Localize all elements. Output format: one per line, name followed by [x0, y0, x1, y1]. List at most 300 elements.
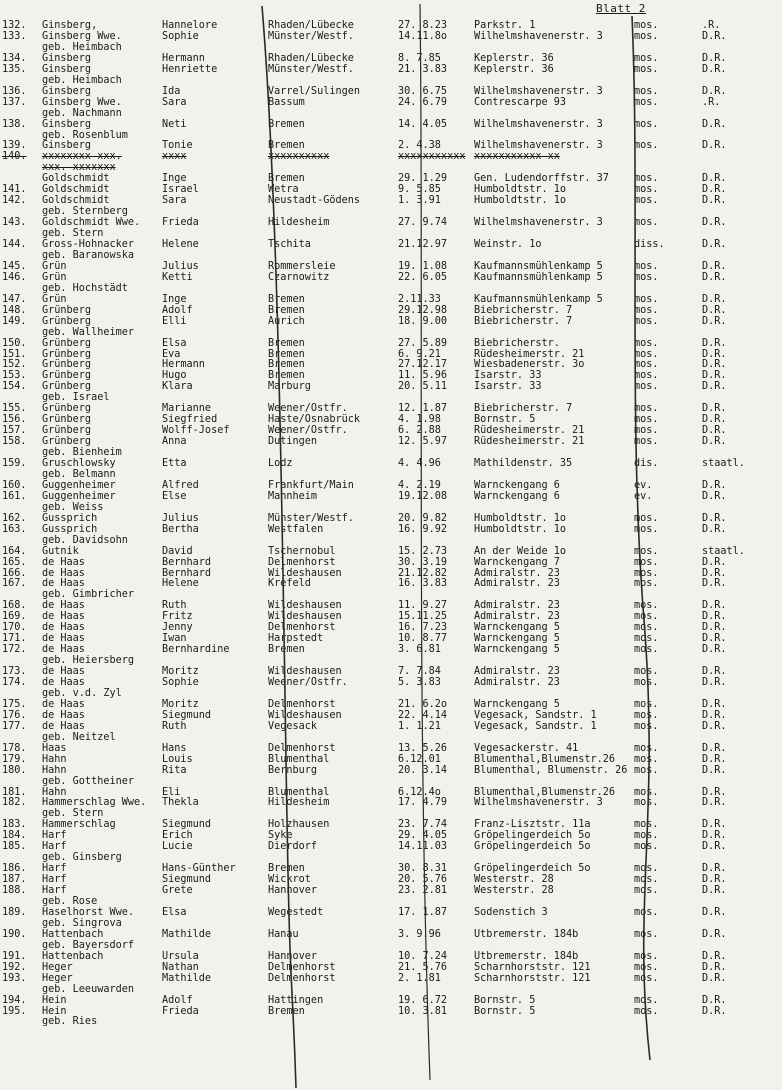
- entry-number: 143.: [2, 217, 27, 229]
- entry-firstname: Ketti: [162, 271, 193, 283]
- entry-citizenship: D.R.: [702, 797, 727, 809]
- entry-firstname: Ida: [162, 85, 181, 97]
- entry-religion: mos.: [634, 370, 659, 382]
- entry-citizenship: D.R.: [702, 753, 727, 765]
- entry-surname: Ginsberg: [42, 118, 92, 130]
- entry-birthdate: 24. 6.79: [398, 96, 448, 108]
- entry-birthplace: Bremen: [268, 863, 305, 875]
- entry-birthplace: Weener/Ostfr.: [268, 677, 348, 688]
- entry-number: 191.: [2, 950, 27, 962]
- entry-surname: Ginsberg: [42, 63, 92, 75]
- entry-birthplace: Rhaden/Lübecke: [268, 52, 354, 64]
- entry-number: 147.: [2, 293, 27, 305]
- entry-firstname: Julius: [162, 260, 199, 272]
- entry-firstname: Moritz: [162, 666, 199, 678]
- entry-surname: geb. Ginsberg: [42, 852, 122, 864]
- entry-religion: diss.: [634, 239, 665, 250]
- entry-address: Admiralstr. 23: [474, 666, 560, 678]
- entry-birthplace: Weener/Ostfr.: [268, 425, 348, 437]
- entry-religion: mos.: [634, 578, 659, 590]
- entry-birthplace: Wegestedt: [268, 906, 324, 918]
- entry-religion: mos.: [634, 742, 659, 754]
- entry-firstname: Wolff-Josef: [162, 425, 230, 437]
- entry-birthdate: 14. 4.05: [398, 118, 448, 130]
- entry-number: 176.: [2, 709, 27, 721]
- entry-birthplace: Bremen: [268, 370, 305, 382]
- entry-birthplace: Wildeshausen: [268, 567, 342, 579]
- entry-address: Gröpelingerdeich 5o: [474, 841, 591, 853]
- entry-citizenship: D.R.: [702, 239, 727, 250]
- entry-surname: Hein: [42, 994, 67, 1006]
- entry-address: Biebricherstr. 7: [474, 403, 573, 415]
- entry-birthplace: Wickrot: [268, 874, 311, 886]
- entry-surname: Hahn: [42, 786, 67, 798]
- entry-birthdate: 10. 3.81: [398, 1005, 448, 1017]
- entry-birthdate: xxxxxxxxxxx: [398, 151, 466, 163]
- sheet-label: Blatt 2: [596, 2, 646, 15]
- entry-address: Admiralstr. 23: [474, 611, 560, 623]
- entry-birthdate: 27. 8.23: [398, 20, 448, 31]
- entry-surname: Grünberg: [42, 348, 92, 360]
- entry-birthplace: Delmenhorst: [268, 622, 336, 634]
- entry-surname: geb. Israel: [42, 392, 110, 404]
- entry-citizenship: D.R.: [702, 885, 727, 897]
- entry-firstname: Helene: [162, 239, 199, 250]
- entry-religion: mos.: [634, 337, 659, 349]
- entry-surname: Grün: [42, 271, 67, 283]
- entry-firstname: Lucie: [162, 841, 193, 853]
- entry-birthplace: Delmenhorst: [268, 742, 336, 754]
- entry-birthdate: 21.12.97: [398, 239, 448, 250]
- entry-birthdate: 14.11.03: [398, 841, 448, 853]
- entry-birthplace: Bremen: [268, 293, 305, 305]
- entry-religion: mos.: [634, 30, 659, 42]
- entry-surname: Grünberg: [42, 315, 92, 327]
- entry-address: Warnckengang 7: [474, 556, 560, 568]
- entry-religion: mos.: [634, 173, 659, 185]
- entry-citizenship: D.R.: [702, 85, 727, 97]
- entry-address: Rüdesheimerstr. 21: [474, 436, 585, 448]
- entry-birthdate: 16. 9.92: [398, 523, 448, 535]
- entry-religion: mos.: [634, 698, 659, 710]
- entry-religion: mos.: [634, 786, 659, 798]
- entry-firstname: Ursula: [162, 950, 199, 962]
- entry-number: 134.: [2, 52, 27, 64]
- entry-surname: geb. Rose: [42, 896, 98, 907]
- entry-surname: geb. Neitzel: [42, 731, 116, 743]
- entry-address: Contrescarpe 93: [474, 96, 567, 108]
- entry-religion: mos.: [634, 841, 659, 853]
- entry-citizenship: D.R.: [702, 52, 727, 64]
- entry-address: Kaufmannsmühlenkamp 5: [474, 260, 603, 272]
- entry-religion: mos.: [634, 381, 659, 393]
- entry-surname: Haselhorst Wwe.: [42, 906, 135, 918]
- entry-surname: Grünberg: [42, 359, 92, 371]
- entry-religion: mos.: [634, 304, 659, 316]
- entry-address: Warnckengang 5: [474, 633, 560, 645]
- entry-number: 188.: [2, 885, 27, 897]
- entry-birthdate: 8. 7.85: [398, 52, 441, 64]
- entry-birthdate: 4. 1.98: [398, 414, 441, 426]
- entry-citizenship: D.R.: [702, 414, 727, 426]
- entry-religion: mos.: [634, 436, 659, 448]
- entry-birthdate: 29.12.98: [398, 304, 448, 316]
- entry-number: 184.: [2, 830, 27, 842]
- entry-address: Weinstr. 1o: [474, 239, 542, 250]
- entry-surname: Heger: [42, 972, 73, 984]
- entry-surname: geb. Hochstädt: [42, 282, 128, 294]
- entry-address: Biebricherstr. 7: [474, 304, 573, 316]
- entry-number: 172.: [2, 644, 27, 656]
- entry-birthplace: Tschita: [268, 239, 311, 250]
- entry-birthdate: 10. 8.77: [398, 633, 448, 645]
- entry-citizenship: D.R.: [702, 403, 727, 415]
- entry-firstname: Sara: [162, 195, 187, 207]
- entry-number: 136.: [2, 85, 27, 97]
- entry-birthdate: 20. 3.14: [398, 764, 448, 776]
- entry-address: Gröpelingerdeich 5o: [474, 863, 591, 875]
- entry-number: 156.: [2, 414, 27, 426]
- entry-birthdate: 14.11.8o: [398, 30, 448, 42]
- entry-birthplace: Frankfurt/Main: [268, 479, 354, 491]
- entry-birthdate: 5. 3.83: [398, 677, 441, 688]
- entry-birthplace: Münster/Westf.: [268, 30, 354, 42]
- entry-citizenship: D.R.: [702, 644, 727, 656]
- entry-address: Keplerstr. 36: [474, 52, 554, 64]
- entry-birthplace: Holzhausen: [268, 819, 330, 831]
- entry-birthplace: Tschernobul: [268, 545, 336, 557]
- entry-citizenship: D.R.: [702, 260, 727, 272]
- entry-birthdate: 27. 9.74: [398, 217, 448, 229]
- entry-religion: mos.: [634, 359, 659, 371]
- entry-birthplace: Wildeshausen: [268, 611, 342, 623]
- entry-surname: Grünberg: [42, 381, 92, 393]
- entry-birthdate: 3. 6.81: [398, 644, 441, 656]
- entry-address: Blumenthal,Blumenstr.26: [474, 786, 616, 798]
- entry-citizenship: D.R.: [702, 217, 727, 229]
- entry-surname: geb. Wallheimer: [42, 326, 135, 338]
- entry-address: Warnckengang 6: [474, 479, 560, 491]
- entry-firstname: Ruth: [162, 600, 187, 612]
- entry-number: 133.: [2, 30, 27, 42]
- entry-firstname: Erich: [162, 830, 193, 842]
- entry-religion: mos.: [634, 644, 659, 656]
- entry-birthdate: 30. 3.19: [398, 556, 448, 568]
- entry-number: 149.: [2, 315, 27, 327]
- entry-birthplace: Mannheim: [268, 490, 318, 502]
- entry-birthplace: Marburg: [268, 381, 311, 393]
- entry-address: Kaufmannsmühlenkamp 5: [474, 271, 603, 283]
- entry-birthdate: 2.11.33: [398, 293, 441, 305]
- entry-birthdate: 10. 7.24: [398, 950, 448, 962]
- entry-birthplace: Wildeshausen: [268, 666, 342, 678]
- entry-citizenship: D.R.: [702, 819, 727, 831]
- entry-birthdate: 22. 4.14: [398, 709, 448, 721]
- entry-birthplace: Westfalen: [268, 523, 324, 535]
- entry-firstname: Marianne: [162, 403, 212, 415]
- entry-birthplace: Aurich: [268, 315, 305, 327]
- entry-address: Warnckengang 5: [474, 622, 560, 634]
- entry-birthdate: 21. 3.83: [398, 63, 448, 75]
- entry-religion: mos.: [634, 403, 659, 415]
- entry-address: Blumenthal, Blumenstr. 26: [474, 764, 628, 776]
- entry-number: 170.: [2, 622, 27, 634]
- entry-surname: Gruschlowsky: [42, 458, 116, 469]
- entry-religion: mos.: [634, 633, 659, 645]
- entry-firstname: Frieda: [162, 1005, 199, 1017]
- entry-birthplace: xxxxxxxxxx: [268, 151, 330, 163]
- entry-number: 192.: [2, 961, 27, 973]
- entry-number: 160.: [2, 479, 27, 491]
- entry-religion: mos.: [634, 63, 659, 75]
- entry-surname: Ginsberg: [42, 140, 92, 152]
- entry-firstname: Bertha: [162, 523, 199, 535]
- entry-religion: mos.: [634, 961, 659, 973]
- entry-birthplace: Syke: [268, 830, 293, 842]
- entry-surname: Gussprich: [42, 523, 98, 535]
- entry-birthplace: Hattingen: [268, 994, 324, 1006]
- entry-citizenship: D.R.: [702, 742, 727, 754]
- entry-address: Vegesack, Sandstr. 1: [474, 709, 597, 721]
- entry-citizenship: D.R.: [702, 337, 727, 349]
- entry-surname: geb. Leeuwarden: [42, 983, 135, 995]
- entry-religion: mos.: [634, 118, 659, 130]
- entry-address: Westerstr. 28: [474, 874, 554, 886]
- entry-religion: mos.: [634, 819, 659, 831]
- entry-firstname: Neti: [162, 118, 187, 130]
- entry-surname: geb. Sternberg: [42, 206, 128, 218]
- entry-surname: Hahn: [42, 764, 67, 776]
- entry-firstname: Hermann: [162, 52, 205, 64]
- entry-surname: Gross-Hohnacker: [42, 239, 135, 250]
- entry-firstname: Siegmund: [162, 819, 212, 831]
- entry-firstname: Grete: [162, 885, 193, 897]
- entry-address: Blumenthal,Blumenstr.26: [474, 753, 616, 765]
- entry-firstname: Siegmund: [162, 709, 212, 721]
- entry-number: 162.: [2, 512, 27, 524]
- entry-number: 165.: [2, 556, 27, 568]
- entry-religion: mos.: [634, 348, 659, 360]
- entry-citizenship: D.R.: [702, 512, 727, 524]
- entry-address: Isarstr. 33: [474, 381, 542, 393]
- entry-citizenship: D.R.: [702, 293, 727, 305]
- entry-firstname: Mathilde: [162, 972, 212, 984]
- entry-number: 186.: [2, 863, 27, 875]
- entry-address: Rüdesheimerstr. 21: [474, 425, 585, 437]
- entry-surname: geb. Baranowska: [42, 249, 135, 261]
- entry-firstname: Tonie: [162, 140, 193, 152]
- entry-number: 153.: [2, 370, 27, 382]
- entry-citizenship: D.R.: [702, 863, 727, 875]
- entry-birthplace: Dutingen: [268, 436, 318, 448]
- entry-citizenship: D.R.: [702, 381, 727, 393]
- entry-firstname: Elsa: [162, 337, 187, 349]
- entry-religion: mos.: [634, 96, 659, 108]
- entry-surname: Grünberg: [42, 337, 92, 349]
- entry-surname: de Haas: [42, 720, 85, 732]
- entry-religion: ev.: [634, 490, 653, 502]
- entry-religion: mos.: [634, 885, 659, 897]
- entry-firstname: Hermann: [162, 359, 205, 371]
- entry-citizenship: D.R.: [702, 173, 727, 185]
- entry-birthplace: Wildeshausen: [268, 709, 342, 721]
- entry-citizenship: D.R.: [702, 622, 727, 634]
- entry-citizenship: D.R.: [702, 370, 727, 382]
- entry-birthplace: Bremen: [268, 348, 305, 360]
- entry-number: 164.: [2, 545, 27, 557]
- entry-number: 187.: [2, 874, 27, 886]
- entry-citizenship: D.R.: [702, 315, 727, 327]
- entry-birthdate: 30. 6.75: [398, 85, 448, 97]
- entry-citizenship: D.R.: [702, 271, 727, 283]
- entry-address: Admiralstr. 23: [474, 578, 560, 590]
- entry-citizenship: D.R.: [702, 556, 727, 568]
- entry-birthdate: 19. 6.72: [398, 994, 448, 1006]
- entry-birthdate: 30. 8.31: [398, 863, 448, 875]
- entry-surname: Ginsberg Wwe.: [42, 30, 122, 42]
- entry-birthplace: Bremen: [268, 304, 305, 316]
- entry-surname: geb. Gottheiner: [42, 775, 135, 787]
- entry-firstname: Hannelore: [162, 20, 218, 31]
- entry-birthplace: Haste/Osnabrück: [268, 414, 361, 426]
- entry-surname: Grünberg: [42, 370, 92, 382]
- entry-surname: de Haas: [42, 611, 85, 623]
- entry-number: 152.: [2, 359, 27, 371]
- entry-address: An der Weide 1o: [474, 545, 567, 557]
- entry-birthplace: Bassum: [268, 96, 305, 108]
- entry-birthdate: 6. 2.88: [398, 425, 441, 437]
- entry-surname: Hahn: [42, 753, 67, 765]
- entry-birthdate: 23. 7.74: [398, 819, 448, 831]
- entry-birthdate: 15. 2.73: [398, 545, 448, 557]
- entry-citizenship: D.R.: [702, 720, 727, 732]
- entry-surname: Grünberg: [42, 304, 92, 316]
- entry-religion: ev.: [634, 479, 653, 491]
- entry-birthdate: 2. 4.38: [398, 140, 441, 152]
- entry-citizenship: D.R.: [702, 830, 727, 842]
- entry-religion: mos.: [634, 906, 659, 918]
- entry-number: 132.: [2, 20, 27, 31]
- entry-address: Vegesack, Sandstr. 1: [474, 720, 597, 732]
- entry-number: 174.: [2, 677, 27, 688]
- entry-birthplace: Bremen: [268, 173, 305, 185]
- entry-surname: Goldschmidt: [42, 184, 110, 196]
- entry-birthplace: Wildeshausen: [268, 600, 342, 612]
- entry-surname: geb. Davidsohn: [42, 534, 128, 546]
- entry-birthdate: 21.12.82: [398, 567, 448, 579]
- entry-address: Bornstr. 5: [474, 994, 536, 1006]
- entry-firstname: Bernhard: [162, 556, 212, 568]
- entry-firstname: Elli: [162, 315, 187, 327]
- entry-surname: Harf: [42, 863, 67, 875]
- entry-citizenship: D.R.: [702, 1005, 727, 1017]
- entry-firstname: xxxx: [162, 151, 187, 163]
- entry-address: Wilhelmshavenerstr. 3: [474, 797, 603, 809]
- entry-surname: geb. Stern: [42, 228, 104, 240]
- entry-number: 145.: [2, 260, 27, 272]
- entry-religion: mos.: [634, 293, 659, 305]
- entry-number: 159.: [2, 458, 27, 469]
- entry-surname: de Haas: [42, 556, 85, 568]
- entry-firstname: Jenny: [162, 622, 193, 634]
- entry-birthdate: 18. 9.00: [398, 315, 448, 327]
- entry-number: 189.: [2, 906, 27, 918]
- entry-firstname: Henriette: [162, 63, 218, 75]
- entry-citizenship: D.R.: [702, 972, 727, 984]
- entry-surname: de Haas: [42, 677, 85, 688]
- entry-birthplace: Bremen: [268, 118, 305, 130]
- entry-surname: geb. Bienheim: [42, 447, 122, 459]
- entry-surname: geb. Stern: [42, 808, 104, 820]
- entry-religion: mos.: [634, 545, 659, 557]
- entry-number: 171.: [2, 633, 27, 645]
- entry-citizenship: D.R.: [702, 709, 727, 721]
- entry-number: 140.: [2, 151, 27, 163]
- entry-birthdate: 27. 5.89: [398, 337, 448, 349]
- entry-birthplace: Weener/Ostfr.: [268, 403, 348, 415]
- entry-firstname: Bernhardine: [162, 644, 230, 656]
- entry-surname: geb. Bayersdorf: [42, 939, 135, 951]
- entry-surname: de Haas: [42, 633, 85, 645]
- entry-birthplace: Blumenthal: [268, 753, 330, 765]
- entry-firstname: Rita: [162, 764, 187, 776]
- entry-citizenship: D.R.: [702, 841, 727, 853]
- entry-number: 166.: [2, 567, 27, 579]
- entry-address: Humboldtstr. 1o: [474, 512, 567, 524]
- entry-citizenship: D.R.: [702, 578, 727, 590]
- entry-surname: geb. Weiss: [42, 501, 104, 513]
- entry-birthplace: Harpstedt: [268, 633, 324, 645]
- entry-address: Admiralstr. 23: [474, 567, 560, 579]
- entry-number: 146.: [2, 271, 27, 283]
- entry-birthdate: 20. 5.76: [398, 874, 448, 886]
- entry-birthplace: Hannover: [268, 885, 318, 897]
- entry-surname: geb. Ries: [42, 1016, 98, 1028]
- entry-firstname: Thekla: [162, 797, 199, 809]
- entry-address: Gröpelingerdeich 5o: [474, 830, 591, 842]
- entry-citizenship: D.R.: [702, 359, 727, 371]
- entry-birthplace: Czarnowitz: [268, 271, 330, 283]
- entry-firstname: Moritz: [162, 698, 199, 710]
- entry-number: 177.: [2, 720, 27, 732]
- entry-firstname: Anna: [162, 436, 187, 448]
- entry-birthplace: Hanau: [268, 928, 299, 940]
- entry-number: 138.: [2, 118, 27, 130]
- entry-address: Admiralstr. 23: [474, 600, 560, 612]
- entry-surname: Grünberg: [42, 414, 92, 426]
- entry-birthdate: 11. 5.96: [398, 370, 448, 382]
- entry-surname: de Haas: [42, 644, 85, 656]
- entry-religion: mos.: [634, 830, 659, 842]
- entry-birthdate: 23. 2.81: [398, 885, 448, 897]
- entry-citizenship: D.R.: [702, 479, 727, 491]
- entry-number: 168.: [2, 600, 27, 612]
- entry-birthplace: Neustadt-Gödens: [268, 195, 361, 207]
- entry-number: 158.: [2, 436, 27, 448]
- entry-surname: de Haas: [42, 666, 85, 678]
- entry-citizenship: staatl.: [702, 458, 745, 469]
- entry-address: Bornstr. 5: [474, 1005, 536, 1017]
- entry-birthplace: Lodz: [268, 458, 293, 469]
- entry-surname: Ginsberg Wwe.: [42, 96, 122, 108]
- entry-number: 141.: [2, 184, 27, 196]
- entry-firstname: Fritz: [162, 611, 193, 623]
- entry-religion: mos.: [634, 425, 659, 437]
- entry-birthplace: Bremen: [268, 1005, 305, 1017]
- entry-firstname: Sara: [162, 96, 187, 108]
- entry-firstname: Elsa: [162, 906, 187, 918]
- entry-religion: mos.: [634, 950, 659, 962]
